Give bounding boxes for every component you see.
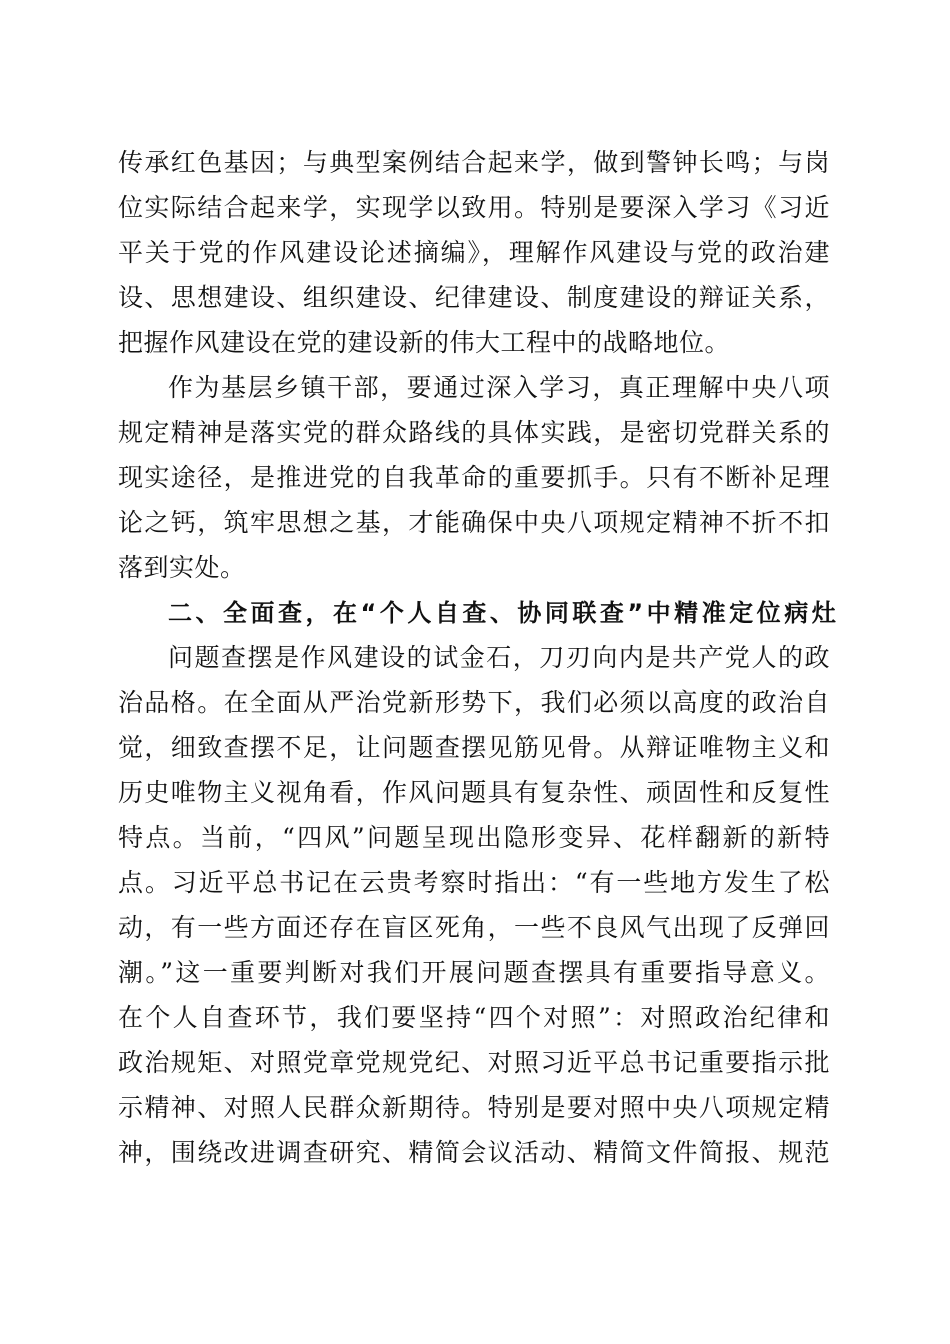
paragraph-1-line-3: 平关于党的作风建设论述摘编》，理解作风建设与党的政治建 — [118, 238, 830, 267]
paragraph-3-line-12: 神，围绕改进调查研究、精简会议活动、精简文件简报、规范 — [118, 1138, 830, 1167]
paragraph-1-line-4: 设、思想建设、组织建设、纪律建设、制度建设的辩证关系， — [118, 283, 830, 312]
paragraph-2-line-5: 落到实处。 — [118, 553, 246, 582]
paragraph-3-line-2: 治品格。在全面从严治党新形势下，我们必须以高度的政治自 — [118, 688, 830, 717]
paragraph-2-line-4: 论之钙，筑牢思想之基，才能确保中央八项规定精神不折不扣 — [118, 508, 830, 537]
paragraph-3-line-11: 示精神、对照人民群众新期待。特别是要对照中央八项规定精 — [118, 1093, 830, 1122]
paragraph-3-line-7: 动，有一些方面还存在盲区死角，一些不良风气出现了反弹回 — [118, 913, 830, 942]
paragraph-1-line-2: 位实际结合起来学，实现学以致用。特别是要深入学习《习近 — [118, 193, 830, 222]
paragraph-1-line-5: 把握作风建设在党的建设新的伟大工程中的战略地位。 — [118, 328, 731, 357]
paragraph-3-line-10: 政治规矩、对照党章党规党纪、对照习近平总书记重要指示批 — [118, 1048, 830, 1077]
paragraph-2-line-3: 现实途径，是推进党的自我革命的重要抓手。只有不断补足理 — [118, 463, 830, 492]
paragraph-3-line-5: 特点。当前，“四风”问题呈现出隐形变异、花样翻新的新特 — [118, 823, 830, 852]
paragraph-1-line-1: 传承红色基因；与典型案例结合起来学，做到警钟长鸣；与岗 — [118, 148, 830, 177]
paragraph-3-line-6: 点。习近平总书记在云贵考察时指出：“有一些地方发生了松 — [118, 868, 830, 897]
paragraph-3-line-9: 在个人自查环节，我们要坚持“四个对照”：对照政治纪律和 — [118, 1003, 830, 1032]
paragraph-2-line-2: 规定精神是落实党的群众路线的具体实践，是密切党群关系的 — [118, 418, 830, 447]
paragraph-3-line-1: 问题查摆是作风建设的试金石，刀刃向内是共产党人的政 — [168, 643, 830, 672]
paragraph-3-line-3: 觉，细致查摆不足，让问题查摆见筋见骨。从辩证唯物主义和 — [118, 733, 830, 762]
paragraph-2-line-1: 作为基层乡镇干部，要通过深入学习，真正理解中央八项 — [168, 373, 830, 402]
paragraph-3-line-8: 潮。”这一重要判断对我们开展问题查摆具有重要指导意义。 — [118, 958, 830, 987]
paragraph-3-line-4: 历史唯物主义视角看，作风问题具有复杂性、顽固性和反复性 — [118, 778, 830, 807]
section-heading: 二、全面查，在“个人自查、协同联查”中精准定位病灶 — [168, 599, 836, 627]
